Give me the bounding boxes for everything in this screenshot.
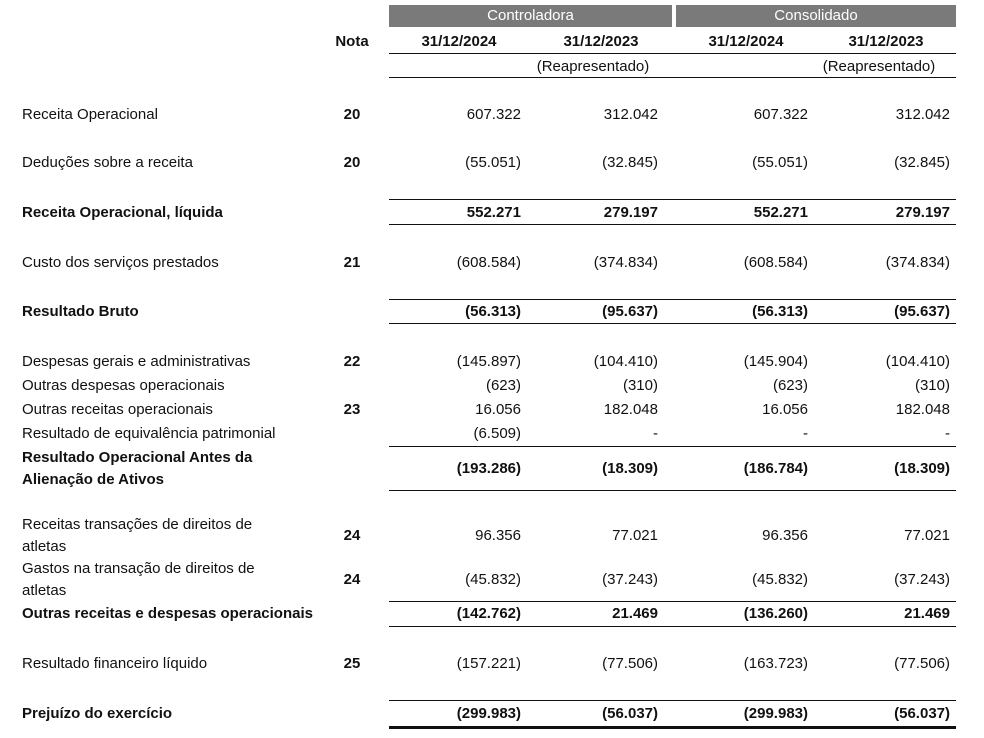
row-value: (145.897) — [456, 353, 521, 370]
row-value: (77.506) — [894, 655, 950, 672]
row-nota: 21 — [343, 254, 361, 271]
row-value: (310) — [914, 377, 950, 394]
row-value: (310) — [622, 377, 658, 394]
row-value: - — [653, 425, 658, 442]
row-nota: 23 — [343, 401, 361, 418]
subtotal-rule — [389, 490, 956, 491]
row-value: 312.042 — [603, 106, 658, 123]
row-value: (37.243) — [894, 571, 950, 588]
header-group-controladora: Controladora — [389, 5, 672, 27]
row-value: 552.271 — [753, 204, 808, 221]
row-value: (95.637) — [894, 303, 950, 320]
row-value: (18.309) — [602, 460, 658, 477]
row-value: (95.637) — [602, 303, 658, 320]
row-label: Prejuízo do exercício — [22, 705, 173, 722]
row-value: 182.048 — [603, 401, 658, 418]
row-value: (45.832) — [465, 571, 521, 588]
row-label: Resultado Bruto — [22, 303, 139, 320]
row-value: (608.584) — [456, 254, 521, 271]
row-value: (45.832) — [752, 571, 808, 588]
row-value: (55.051) — [752, 154, 808, 171]
subtotal-rule — [389, 626, 956, 627]
row-value: - — [803, 425, 808, 442]
row-label: Receita Operacional, líquida — [22, 204, 223, 221]
row-value: (37.243) — [602, 571, 658, 588]
row-nota: 22 — [343, 353, 361, 370]
row-value: (623) — [772, 377, 808, 394]
header-bottom-rule — [389, 77, 956, 78]
row-value: 21.469 — [612, 605, 658, 622]
row-value: (374.834) — [593, 254, 658, 271]
row-value: (157.221) — [456, 655, 521, 672]
row-label: Outras receitas e despesas operacionais — [22, 605, 313, 622]
row-value: (163.723) — [743, 655, 808, 672]
date-header-ctrl-2023: 31/12/2023 — [563, 33, 639, 50]
row-value: (104.410) — [885, 353, 950, 370]
row-value: (623) — [485, 377, 521, 394]
row-nota: 24 — [343, 527, 361, 544]
row-label: Receitas transações de direitos de atletas — [22, 516, 253, 555]
row-value: (55.051) — [465, 154, 521, 171]
row-label: Receita Operacional — [22, 106, 158, 123]
row-value: (32.845) — [894, 154, 950, 171]
row-value: 607.322 — [753, 106, 808, 123]
header-divider — [389, 53, 956, 54]
row-value: 96.356 — [762, 527, 808, 544]
date-header-ctrl-2024: 31/12/2024 — [421, 33, 497, 50]
row-nota: 20 — [343, 106, 361, 123]
total-rule-double — [389, 726, 956, 729]
row-nota: 24 — [343, 571, 361, 588]
row-label: Resultado Operacional Antes da Alienação de Ativos — [22, 449, 253, 488]
row-value: (299.983) — [456, 705, 521, 722]
row-value: (56.313) — [752, 303, 808, 320]
row-value: (136.260) — [743, 605, 808, 622]
total-rule-top — [389, 700, 956, 701]
restated-label-ctrl: (Reapresentado) — [536, 58, 650, 75]
subtotal-rule — [389, 224, 956, 225]
row-value: 279.197 — [895, 204, 950, 221]
row-label: Deduções sobre a receita — [22, 154, 193, 171]
row-value: (104.410) — [593, 353, 658, 370]
row-value: (374.834) — [885, 254, 950, 271]
row-nota: 20 — [343, 154, 361, 171]
restated-label-cons: (Reapresentado) — [822, 58, 936, 75]
row-value: (299.983) — [743, 705, 808, 722]
header-group-consolidado: Consolidado — [676, 5, 956, 27]
row-label: Outras despesas operacionais — [22, 377, 225, 394]
row-value: (145.904) — [743, 353, 808, 370]
row-value: (77.506) — [602, 655, 658, 672]
row-value: (142.762) — [456, 605, 521, 622]
row-value: 77.021 — [612, 527, 658, 544]
row-value: 16.056 — [762, 401, 808, 418]
row-value: 182.048 — [895, 401, 950, 418]
subtotal-rule — [389, 299, 956, 300]
row-value: (186.784) — [743, 460, 808, 477]
row-label: Resultado financeiro líquido — [22, 655, 208, 672]
row-value: (32.845) — [602, 154, 658, 171]
row-value: 607.322 — [466, 106, 521, 123]
subtotal-rule — [389, 446, 956, 447]
date-header-cons-2024: 31/12/2024 — [708, 33, 784, 50]
row-label: Despesas gerais e administrativas — [22, 353, 251, 370]
row-value: 77.021 — [904, 527, 950, 544]
row-label: Custo dos serviços prestados — [22, 254, 219, 271]
row-value: (193.286) — [456, 460, 521, 477]
subtotal-rule — [389, 601, 956, 602]
row-value: (6.509) — [473, 425, 521, 442]
row-label: Resultado de equivalência patrimonial — [22, 425, 276, 442]
date-header-cons-2023: 31/12/2023 — [848, 33, 924, 50]
row-value: (18.309) — [894, 460, 950, 477]
subtotal-rule — [389, 323, 956, 324]
row-value: 21.469 — [904, 605, 950, 622]
subtotal-rule — [389, 199, 956, 200]
row-value: - — [945, 425, 950, 442]
nota-header: Nota — [335, 33, 369, 50]
row-value: (56.037) — [602, 705, 658, 722]
row-label: Gastos na transação de direitos de atletas — [22, 560, 255, 599]
row-label: Outras receitas operacionais — [22, 401, 213, 418]
row-nota: 25 — [343, 655, 361, 672]
row-value: 96.356 — [475, 527, 521, 544]
row-value: (56.313) — [465, 303, 521, 320]
row-value: (56.037) — [894, 705, 950, 722]
row-value: 16.056 — [475, 401, 521, 418]
row-value: 279.197 — [603, 204, 658, 221]
row-value: 552.271 — [466, 204, 521, 221]
row-value: 312.042 — [895, 106, 950, 123]
row-value: (608.584) — [743, 254, 808, 271]
